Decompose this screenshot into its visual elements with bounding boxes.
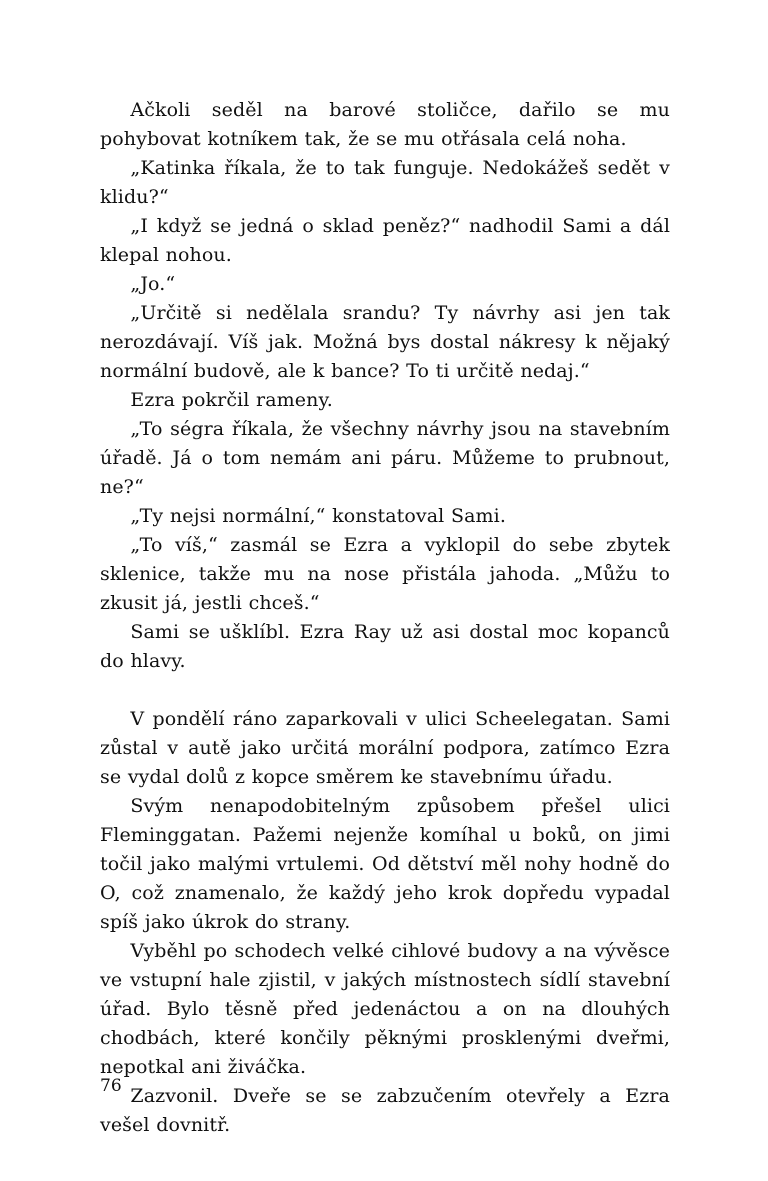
paragraph: Sami se ušklíbl. Ezra Ray už asi dostal moc kopanců do hlavy. — [100, 621, 670, 672]
page-number: 76 — [100, 1076, 122, 1096]
paragraph: Ezra pokrčil rameny. — [130, 389, 333, 411]
paragraph-section-start: V pondělí ráno zaparkovali v ulici Scheelegatan. Sami zůstal v autě jako určitá morální podpora, zatímco Ezra se vydal dolů z kopce směrem ke stavebnímu úřadu. — [100, 708, 670, 788]
paragraph: Zazvonil. Dveře se se zabzučením otevřely a Ezra vešel dovnitř. — [100, 1085, 670, 1136]
paragraph: „To víš,“ zasmál se Ezra a vyklopil do sebe zbytek sklenice, takže mu na nose přistála jahoda. „Můžu to zkusit já, jestli chceš.“ — [100, 534, 670, 614]
paragraph: Svým nenapodobitelným způsobem přešel ulici Fleminggatan. Pažemi nejenže komíhal u boků, on jimi točil jako malými vrtulemi. Od dětství měl nohy hodně do O, což znamenalo, že každý jeho krok dopředu vypadal spíš jako úkrok do strany. — [100, 795, 670, 933]
paragraph: Ačkoli seděl na barové stoličce, dařilo se mu pohybovat kotníkem tak, že se mu otřásala celá noha. — [100, 99, 670, 150]
paragraph: „Určitě si nedělala srandu? Ty návrhy asi jen tak nerozdávají. Víš jak. Možná bys dostal nákresy k nějaký normální budově, ale k bance? To ti určitě nedaj.“ — [100, 302, 670, 382]
paragraph: „I když se jedná o sklad peněz?“ nadhodil Sami a dál klepal nohou. — [100, 215, 670, 266]
paragraph: „Ty nejsi normální,“ konstatoval Sami. — [130, 505, 506, 527]
paragraph: „Katinka říkala, že to tak funguje. Nedokážeš sedět v klidu?“ — [100, 157, 670, 208]
paragraph: „Jo.“ — [130, 273, 176, 295]
paragraph: „To ségra říkala, že všechny návrhy jsou na stavebním úřadě. Já o tom nemám ani páru. Můžeme to prubnout, ne?“ — [100, 418, 670, 498]
paragraph: Vyběhl po schodech velké cihlové budovy a na vývěsce ve vstupní hale zjistil, v jakých místnostech sídlí stavební úřad. Bylo těsně před jedenáctou a on na dlouhých chodbách, které končily pěknými prosklenými dveřmi, nepotkal ani živáčka. — [100, 940, 670, 1078]
body-text — [100, 96, 670, 1140]
